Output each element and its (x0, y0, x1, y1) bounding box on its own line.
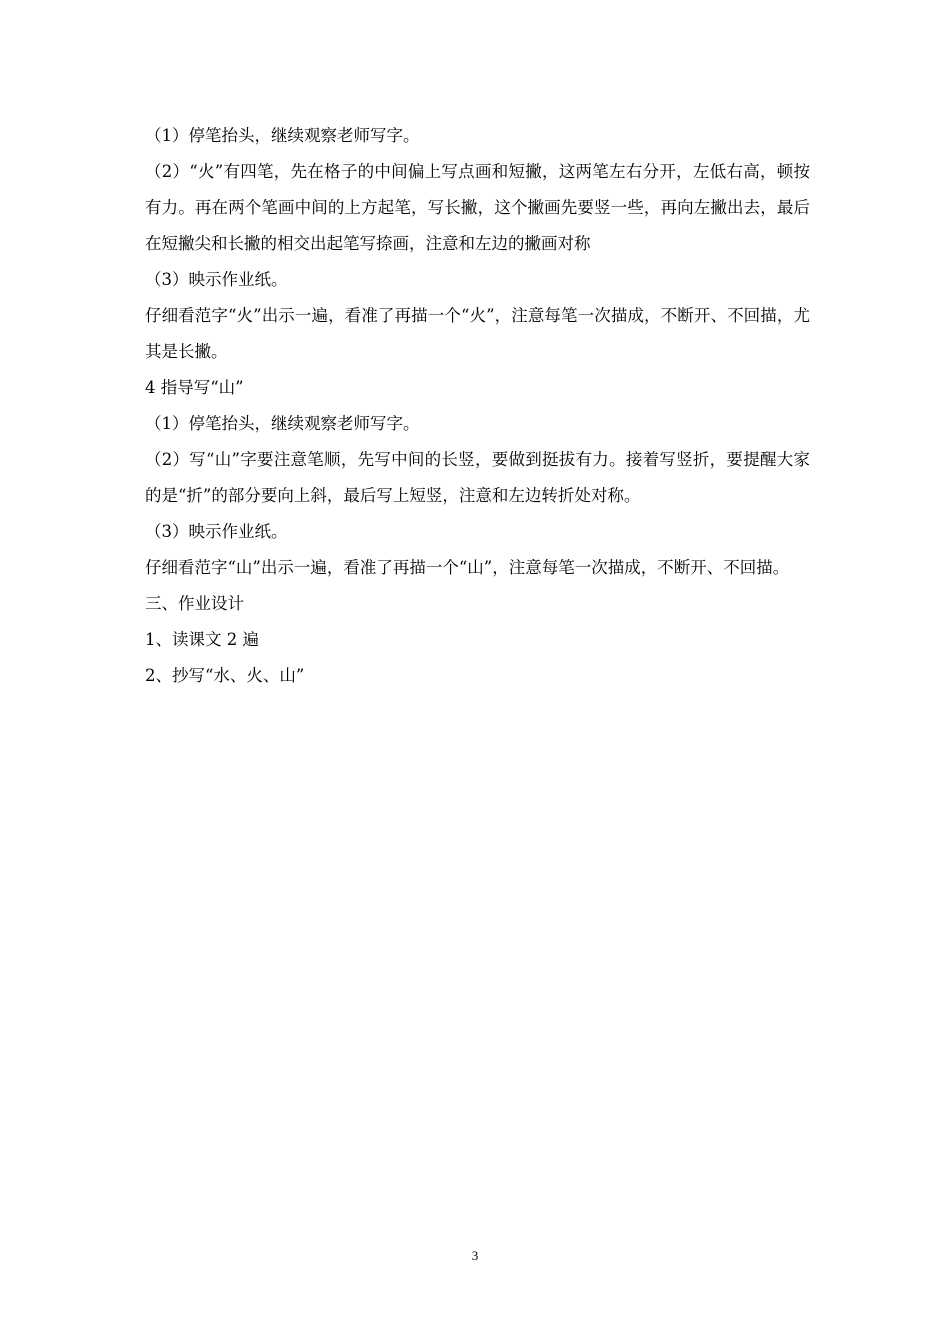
paragraph-show-worksheet-fire: （3）映示作业纸。 (145, 270, 288, 289)
homework-item-read: 1、读课文 2 遍 (145, 630, 259, 649)
heading-guide-mountain: 4 指导写“山” (145, 378, 244, 397)
paragraph-show-worksheet-mountain: （3）映示作业纸。 (145, 522, 288, 541)
page-number: 3 (471, 1248, 479, 1263)
paragraph-mountain-stroke-guide: （2）写“山”字要注意笔顺，先写中间的长竖，要做到挺拔有力。接着写竖折，要提醒大家的是“折”的部分要向上斜，最后写上短竖，注意和左边转折处对称。 (145, 450, 810, 505)
paragraph-step-1-stop-and-observe: （1）停笔抬头，继续观察老师写字。 (145, 126, 420, 145)
paragraph-trace-mountain: 仔细看范字“山”出示一遍，看准了再描一个“山”，注意每笔一次描成，不断开、不回描。 (145, 558, 790, 577)
document-body (145, 118, 810, 694)
paragraph-trace-fire: 仔细看范字“火”出示一遍，看准了再描一个“火”，注意每笔一次描成，不断开、不回描，尤其是长撇。 (145, 306, 810, 361)
paragraph-step-1-stop-and-observe-mountain: （1）停笔抬头，继续观察老师写字。 (145, 414, 420, 433)
homework-item-copy: 2、抄写“水、火、山” (145, 666, 305, 685)
paragraph-fire-stroke-guide: （2）“火”有四笔，先在格子的中间偏上写点画和短撇，这两笔左右分开，左低右高，顿按有力。再在两个笔画中间的上方起笔，写长撇，这个撇画先要竖一些，再向左撇出去，最后在短撇尖和长撇的相交出起笔写捺画，注意和左边的撇画对称 (145, 162, 810, 253)
heading-homework-design: 三、作业设计 (145, 594, 244, 613)
